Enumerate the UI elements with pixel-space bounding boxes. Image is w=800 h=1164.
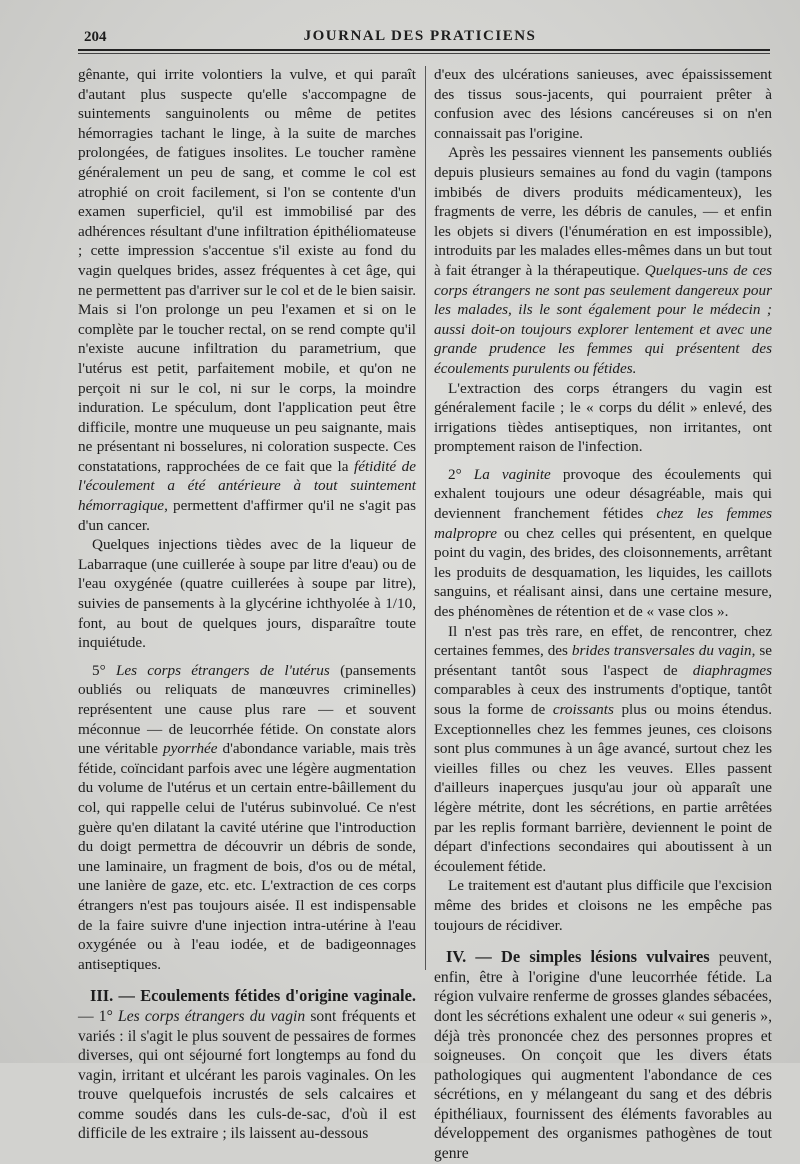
paragraph (78, 661, 416, 975)
text-run: (pansements oubliés ou reliquats de manœuvres criminelles) représentent une cause plus rare — et souvent méconnue — de leucorrhée fétide. On constate alors une véritable (78, 661, 416, 758)
text-run: plus ou moins étendus. Exceptionnelles chez les femmes jeunes, ces cloisons sont plus communes à un âge avancé, surtout chez les vieilles filles ou chez les veuves. Elles passent d'ailleurs inaperçues jusqu'au jour où apparaît une légère métrite, dont les sécrétions, en partie arrêtées par les replis formant barrière, deviennent le point de départ d'infections secondaires qui aboutissent à un écoulement fétide. (434, 701, 772, 875)
text-run: gênante, qui irrite volontiers la vulve, et qui paraît d'autant plus suspecte qu'elle s'accompagne de suintements sanguinolents ou même de petites hémorragies tachant le linge, à la suite de marches prolongées, de fatigues insolites. Le toucher ramène généralement un peu de sang, et comme le col est atrophié on croit facilement, si l'on se contente d'un examen superficiel, qu'il est immobilisé par des adhérences résultant d'une infiltration épithéliomateuse ; cette impression s'accentue s'il existe au fond du vagin quelques brides, assez fréquentes à cet âge, qui ne permettent pas d'arriver sur le col et de le bien saisir. Mais si l'on prolonge un peu l'examen et si on le complète par le toucher rectal, on se rend compte qu'il n'existe aucune infiltration du parametrium, que l'utérus est petit, parfaitement mobile, et qu'on ne perçoit ni sur le col, ni sur le corps, la moindre induration. Le spéculum, dont l'application peut être difficile, montre une muqueuse un peu saignante, mais ne présentant ni bosselures, ni coloration suspecte. Ces constatations, rapprochées de ce fait que la (78, 66, 416, 475)
italic-text: Les corps étrangers du vagin (118, 1007, 306, 1025)
italic-text: croissants (552, 701, 614, 718)
italic-text: Les corps étrangers de l'utérus (115, 661, 330, 679)
text-run: peuvent, enfin, être à l'origine d'une leucorrhée fétide. La région vulvaire renferme de grosses glandes sébacées, dont les sécrétions exhalent une odeur « sui generis », déjà très prononcée chez des personnes propres et soigneuses. On conçoit que les divers états pathologiques qui augmentent l'abondance de ces sécrétions, en y mélangeant du sang et des débris épithéliaux, fournissent des éléments favorables au développement des organismes pathogènes de tout genre (434, 949, 772, 1163)
italic-text: La vaginite (473, 465, 551, 483)
left-column (78, 65, 416, 1144)
text-run: 5° (92, 661, 116, 679)
section-heading: IV. — De simples lésions vulvaires (446, 947, 710, 967)
text-run: ou chez celles qui présentent, en quelque point du vagin, des brides, des cloisonnements, arrêtant les produits de desquamation, les liquides, les caillots sanguins, et réalisant ainsi, dans une certaine mesure, des phénomènes de rétention et de « vase clos ». (434, 524, 772, 621)
italic-text: Quelques-uns de ces corps étrangers ne sont pas seulement dangereux pour les malades, ils le sont également pour le médecin ; aussi doit-on toujours explorer lentement et avec une grande prudence les femmes qui présentent des écoulements purulents ou fétides. (434, 261, 772, 377)
header-rule (78, 49, 770, 51)
text-run: — 1° (78, 1007, 119, 1025)
paragraph (434, 622, 772, 877)
paragraph: d'eux des ulcérations sanieuses, avec épaississement des tissus sous-jacents, qui pourraient prêter à confusion avec des lésions cancéreuses si on n'en connaissait pas l'origine. (434, 66, 772, 142)
page-number: 204 (84, 29, 107, 45)
section-heading: III. — Ecoulements fétides d'origine vaginale. (90, 986, 416, 1006)
header-rule-thin (78, 53, 770, 54)
paragraph: Quelques injections tièdes avec de la liqueur de Labarraque (une cuillerée à soupe par litre d'eau) ou de l'eau oxygénée (quatre cuillerées à soupe par litre), suivies de pansements à la glycérine ichthyolée à 1/10, font, au bout de quelques jours, disparaître toute inquiétude. (78, 536, 416, 652)
right-column (434, 65, 772, 1164)
italic-text: pyorrhée (162, 740, 218, 758)
text-run: comparables à ceux des instruments d'optique, tantôt sous la forme de (434, 681, 772, 718)
text-run: 2° (448, 465, 474, 483)
section-paragraph (78, 986, 416, 1144)
journal-title: JOURNAL DES PRATICIENS (303, 28, 537, 44)
section-paragraph (434, 947, 772, 1164)
column-divider (425, 66, 426, 970)
text-run: , permettent d'affirmer qu'il ne s'agit pas d'un cancer. (78, 497, 416, 534)
text-run: , se présentant tantôt sous l'aspect de (434, 642, 772, 679)
page-header (0, 26, 800, 50)
paragraph (78, 65, 416, 535)
text-run: provoque des écoulements qui exhalent toujours une odeur désagréable, mais qui deviennent franchement fétides (434, 465, 773, 523)
text-run: d'abondance variable, mais très fétide, coïncidant parfois avec une légère augmentation du volume de l'utérus et un certain entre-bâillement du col, qui rappelle celui de l'utérus subinvolué. Ce n'est guère qu'en dilatant la cavité utérine que l'introduction du doigt permettra de découvrir un débris de sonde, une laminaire, un fragment de bois, d'os ou de métal, une lanière de gaze, etc. etc. L'extraction de ces corps étrangers n'est pas toujours aisée. Il est indispensable de la faire suivre d'une injection intra-utérine à l'eau oxygénée ou à l'eau iodée, et de badigeonnages antiseptiques. (78, 740, 416, 973)
paragraph: Le traitement est d'autant plus difficile que l'excision même des brides et cloisons ne les empêche pas toujours de récidiver. (434, 877, 772, 934)
italic-text: brides transversales du vagin (571, 642, 752, 660)
text-run: sont fréquents et variés : il s'agit le plus souvent de pessaires de formes diverses, qui ont séjourné fort longtemps au fond du vagin, irritant et ulcérant les parois vaginales. On les trouve quelquefois incrustés de sels calcaires et comme soudés dans les culs-de-sac, d'où il est difficile de les extraire ; ils laissent au-dessous (78, 1007, 416, 1143)
italic-text: diaphragmes (692, 661, 772, 679)
paragraph (434, 143, 772, 378)
italic-text: chez les femmes malpropre (434, 505, 772, 542)
paragraph: L'extraction des corps étrangers du vagin est généralement facile ; le « corps du délit » enlevé, des irrigations tièdes antiseptiques, non irritantes, ont promptement raison de l'infection. (434, 379, 772, 456)
paragraph (434, 465, 772, 622)
text-run: Il n'est pas très rare, en effet, de rencontrer, chez certaines femmes, des (434, 622, 772, 660)
italic-text: fétidité de l'écoulement a été antérieure à tout suintement hémorragique (78, 457, 417, 515)
text-run: Après les pessaires viennent les pansements oubliés depuis plusieurs semaines au fond du vagin (tampons imbibés de divers produits médicamenteux), les fragments de verre, les débris de canules, — et enfin les objets si divers (l'énumération en est impossible), introduits par les malades elles-mêmes dans un but tout à fait étranger à la thérapeutique. (434, 144, 772, 279)
